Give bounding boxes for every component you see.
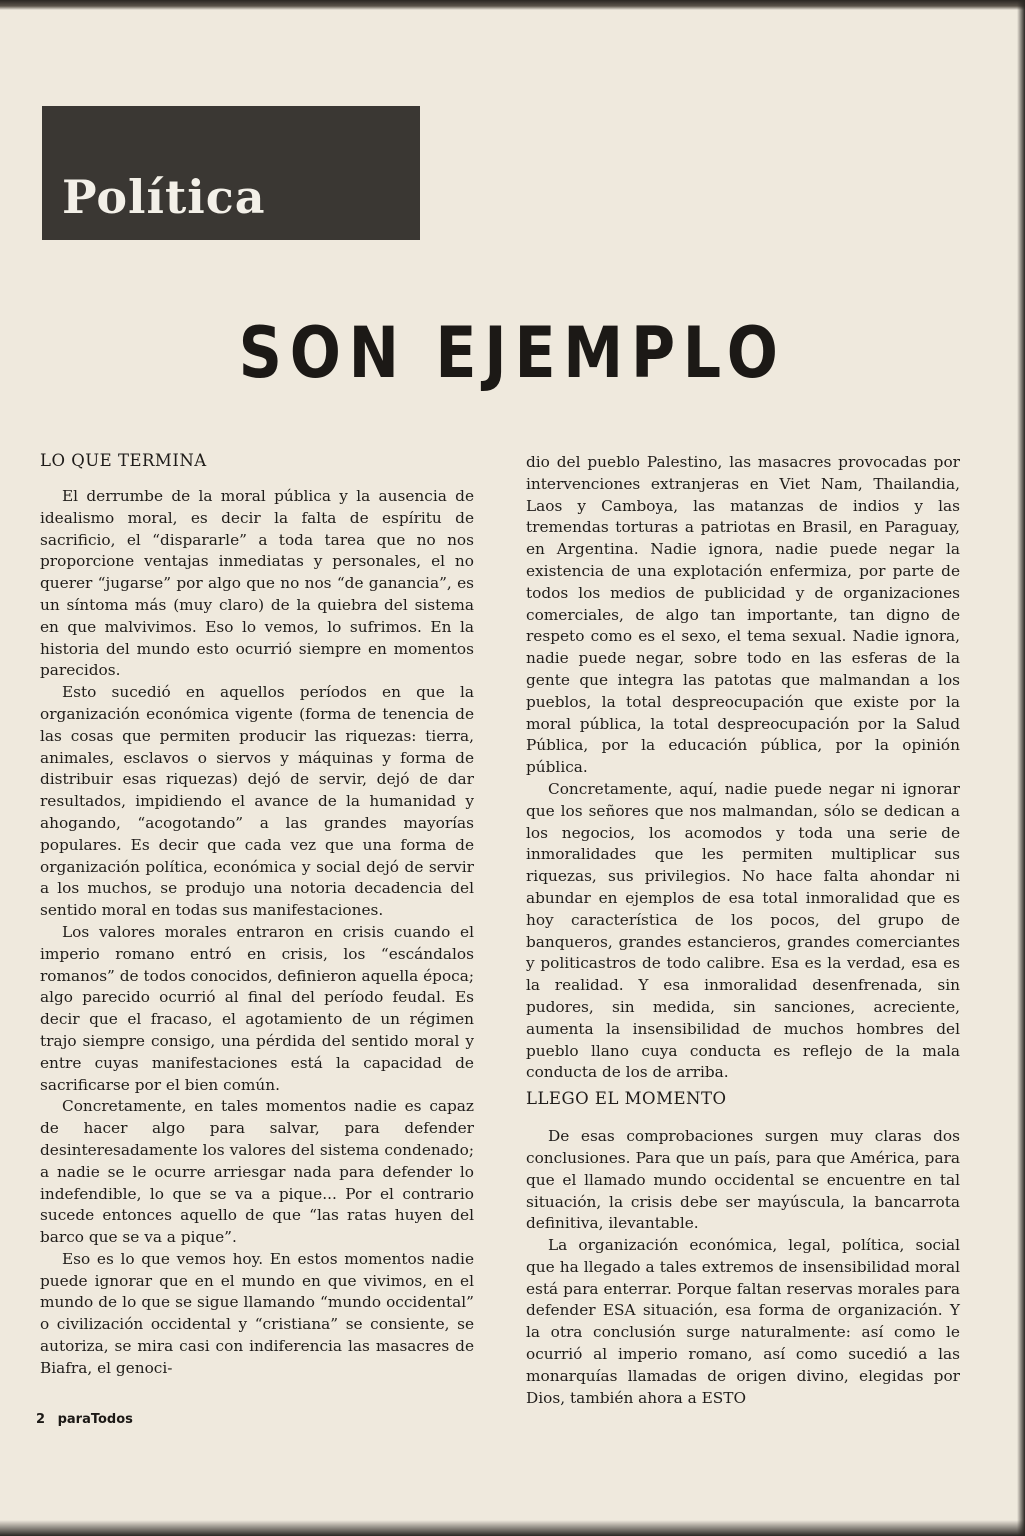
page-edge-top (0, 0, 1025, 10)
publication-name: paraTodos (57, 1412, 133, 1427)
paragraph: La organización económica, legal, política, social que ha llegado a tales extremos de insensibilidad moral está para enterrar. Porque faltan reservas morales para defender ESA situación, esa forma de organización. Y la otra conclusión surge naturalmente: así como le ocurrió al imperio romano, así como sucedió a las monarquías llamadas de origen divino, elegidas por Dios, también ahora a ESTO (526, 1236, 960, 1407)
page-footer (36, 1412, 141, 1427)
section-label: Política (62, 170, 266, 224)
page-edge-bottom (0, 1520, 1025, 1536)
paragraph: Los valores morales entraron en crisis cuando el imperio romano entró en crisis, los “escándalos romanos” de todos conocidos, definieron aquella época; algo parecido ocurrió al final del período feudal. Es decir que el fracaso, el agotamiento de un régimen trajo siempre consigo, una pérdida del sentido moral y entre cuyas manifestaciones está la capacidad de sacrificarse por el bien común. (40, 922, 474, 1094)
headline: SON EJEMPLO (238, 312, 786, 394)
left-column (40, 450, 474, 1380)
paragraph: El derrumbe de la moral pública y la ausencia de idealismo moral, es decir la falta de espíritu de sacrificio, el “dispararle” a toda tarea que no nos proporcione ventajas inmediatas y personales, el no querer “jugarse” por algo que no nos “de ganancia”, es un síntoma más (muy claro) de la quiebra del sistema en que malvivimos. Eso lo vemos, lo sufrimos. En la historia del mundo esto ocurrió siempre en momentos parecidos. (40, 487, 474, 680)
page-edge-right (1017, 0, 1025, 1536)
page-number: 2 (36, 1412, 46, 1427)
paragraph: Eso es lo que vemos hoy. En estos momentos nadie puede ignorar que en el mundo en que vivimos, en el mundo de lo que se sigue llamando “mundo occidental” o civilización occidental y “cristiana” se consiente, se autoriza, se mira casi con indiferencia las masacres de Biafra, el genoci- (40, 1249, 474, 1377)
paragraph: Esto sucedió en aquellos períodos en que la organización económica vigente (forma de tenencia de las cosas que permiten producir las riquezas: tierra, animales, esclavos o siervos y máquinas y forma de distribuir esas riquezas) dejó de servir, dejó de dar resultados, impidiendo el avance de la humanidad y ahogando, “acogotando” a las grandes mayorías populares. Es decir que cada vez que una forma de organización política, económica y social dejó de servir a los muchos, se produjo una notoria decadencia del sentido moral en todas sus manifestaciones. (40, 683, 474, 920)
subhead-lo-que-termina: LO QUE TERMINA (40, 451, 207, 470)
section-banner (42, 106, 420, 240)
paragraph: Concretamente, en tales momentos nadie es capaz de hacer algo para salvar, para defender desinteresadamente los valores del sistema condenado; a nadie se le ocurre arriesgar nada para defender lo indefendible, lo que se va a pique... Por el contrario sucede entonces aquello de que “las ratas huyen del barco que se va a pique”. (40, 1097, 474, 1247)
right-column (526, 452, 960, 1409)
paragraph: dio del pueblo Palestino, las masacres provocadas por intervenciones extranjeras en Viet Nam, Thailandia, Laos y Camboya, las matanzas de indios y las tremendas torturas a patriotas en Brasil, en Paraguay, en Argentina. Nadie ignora, nadie puede negar la existencia de una explotación enfermiza, por parte de todos los medios de publicidad y de organizaciones comerciales, de algo tan importante, tan digno de respeto como es el sexo, el tema sexual. Nadie ignora, nadie puede negar, sobre todo en las esferas de la gente que integra las patotas que malmandan a los pueblos, la total despreocupación que existe por la moral pública, la total despreocupación por la Salud Pública, por la educación pública, por la opinión pública. (526, 453, 960, 777)
subhead-llego-el-momento: LLEGO EL MOMENTO (526, 1089, 727, 1109)
paragraph: Concretamente, aquí, nadie puede negar ni ignorar que los señores que nos malmandan, sólo se dedican a los negocios, los acomodos y toda una serie de inmoralidades que les permiten multiplicar sus riquezas, sus privilegios. No hace falta ahondar ni abundar en ejemplos de esa total inmoralidad que es hoy característica de los pocos, del grupo de banqueros, grandes estancieros, grandes comerciantes y politicastros de todo calibre. Esa es la verdad, esa es la realidad. Y esa inmoralidad desenfrenada, sin pudores, sin medida, sin sanciones, acreciente, aumenta la insensibilidad de muchos hombres del pueblo llano cuya conducta es reflejo de la mala conducta de los de arriba. (526, 779, 960, 1082)
paragraph: De esas comprobaciones surgen muy claras dos conclusiones. Para que un país, para que América, para que el llamado mundo occidental se encuentre en tal situación, la crisis debe ser mayúscula, la bancarrota definitiva, ilevantable. (526, 1127, 960, 1233)
